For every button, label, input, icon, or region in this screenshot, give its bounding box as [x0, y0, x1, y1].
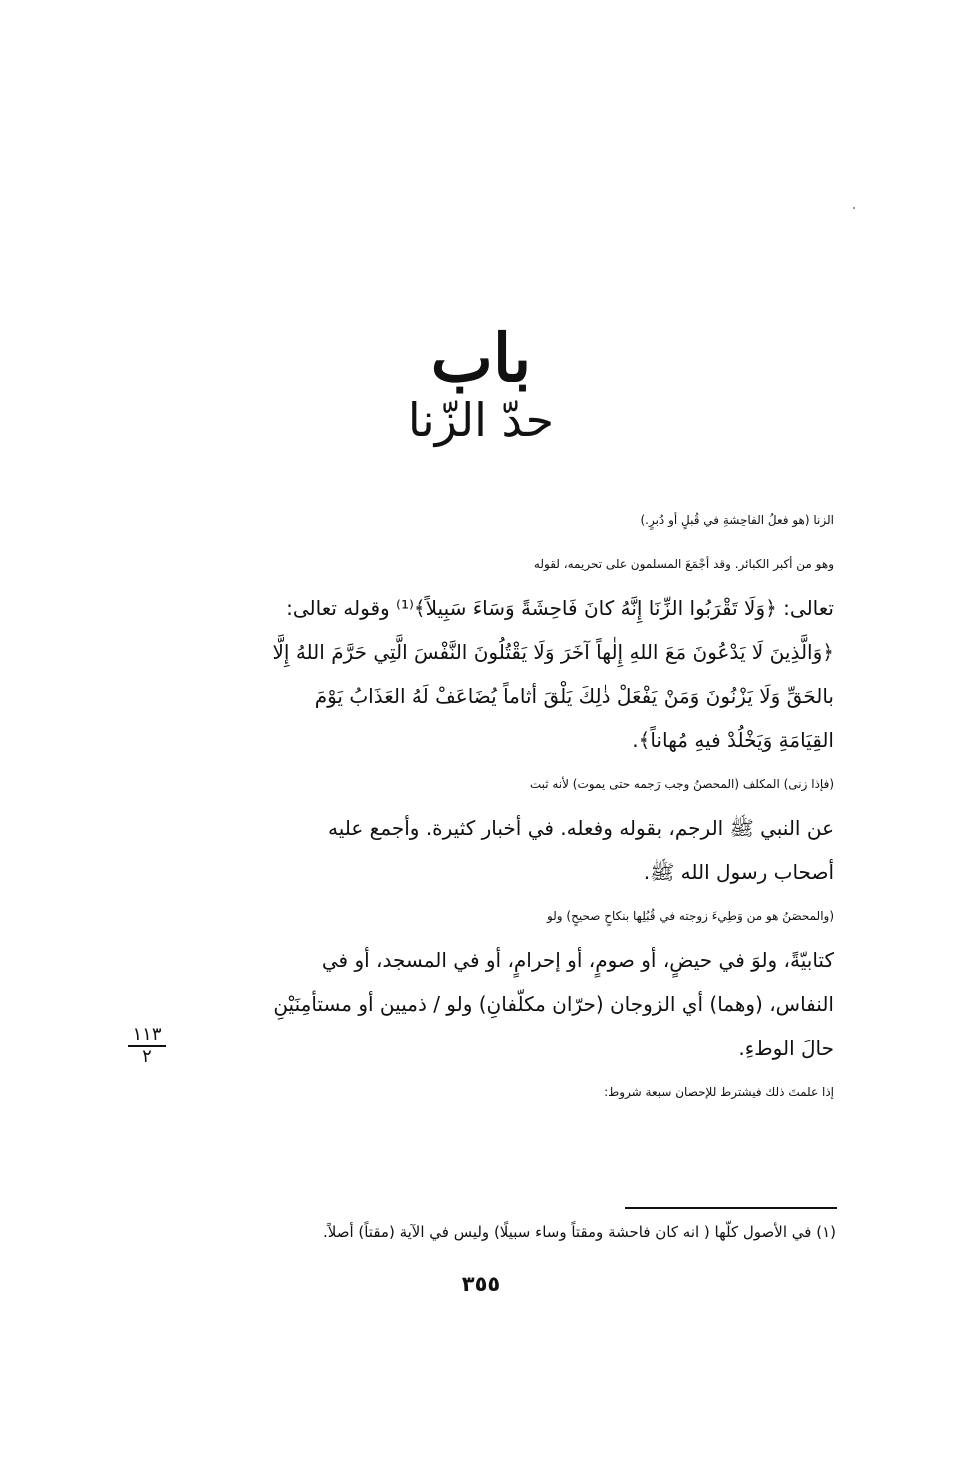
text-line: النفاس، (وهما) أي الزوجان (حرّان مكلّفانِ) ولو / ذميين أو مستأمِنَيْنِ — [273, 992, 834, 1016]
chapter-label: باب — [430, 319, 532, 397]
folio-number: ١١٣ — [128, 1026, 166, 1047]
manuscript-folio-note — [128, 1026, 166, 1066]
footnote-divider — [625, 1207, 837, 1209]
text-line: إذا علمتَ ذلك فيشترط للإحصان سبعة شروط: — [604, 1085, 834, 1099]
text-line: عن النبي ﷺ الرجم، بقوله وفعله. في أخبار كثيرة. وأجمع عليه — [328, 816, 834, 840]
text-line: القِيَامَةِ وَيَخْلُدْ فيهِ مُهاناً﴾. — [632, 728, 834, 752]
text-line: ﴿وَالَّذِينَ لَا يَدْعُونَ مَعَ اللهِ إِلٰهاً آخَرَ وَلَا يَقْتُلُونَ النَّفْسَ الَّتِي حَرَّمَ اللهُ إِلَّا — [272, 640, 834, 664]
text-line: (فإذا زنى) المكلف (المحصنُ وجب رَجمه حتى يموت) لأنه ثبت — [529, 777, 834, 791]
chapter-title: حدّ الزّنا — [407, 393, 555, 447]
text-line: تعالى: ﴿وَلَا تَقْرَبُوا الزِّنَا إِنَّهُ كانَ فَاحِشَةً وَسَاءَ سَبِيلاً﴾⁽¹⁾ وقوله تعالى: — [286, 596, 834, 620]
folio-side: ٢ — [142, 1046, 152, 1067]
text-line: أصحاب رسول الله ﷺ. — [643, 860, 834, 884]
text-line: حالَ الوطءِ. — [738, 1036, 834, 1060]
text-line: وهو من أكبر الكبائر. وقد أجْمَعَ المسلمون على تحريمه، لقوله — [533, 557, 834, 571]
text-line: كتابيّةً، ولوَ في حيضٍ، أو صومٍ، أو إحرامٍ، أو في المسجد، أو في — [321, 948, 834, 972]
paragraph-definition: الزنا (هو فعلُ الفاحِشةِ في قُبلٍ أو دُبرٍ.) — [640, 513, 834, 527]
page-number: ٣٥٥ — [461, 1272, 501, 1296]
print-speck — [853, 207, 855, 209]
text-line: بالحَقِّ وَلَا يَزْنُونَ وَمَنْ يَفْعَلْ ذٰلِكَ يَلْقَ أثاماً يُضَاعَفْ لَهُ العَذَابُ يَوْمَ — [314, 684, 834, 708]
footnote: (١) في الأصول كلّها ( انه كان فاحشة ومقتاً وساء سبيلًا) وليس في الآية (مقتاً) أصلاً. — [322, 1223, 836, 1241]
text-line: (والمحصَنُ هو من وَطِيءَ زوجته في قُبُلِها بنكاحٍ صحيحٍ) ولو — [546, 909, 834, 923]
